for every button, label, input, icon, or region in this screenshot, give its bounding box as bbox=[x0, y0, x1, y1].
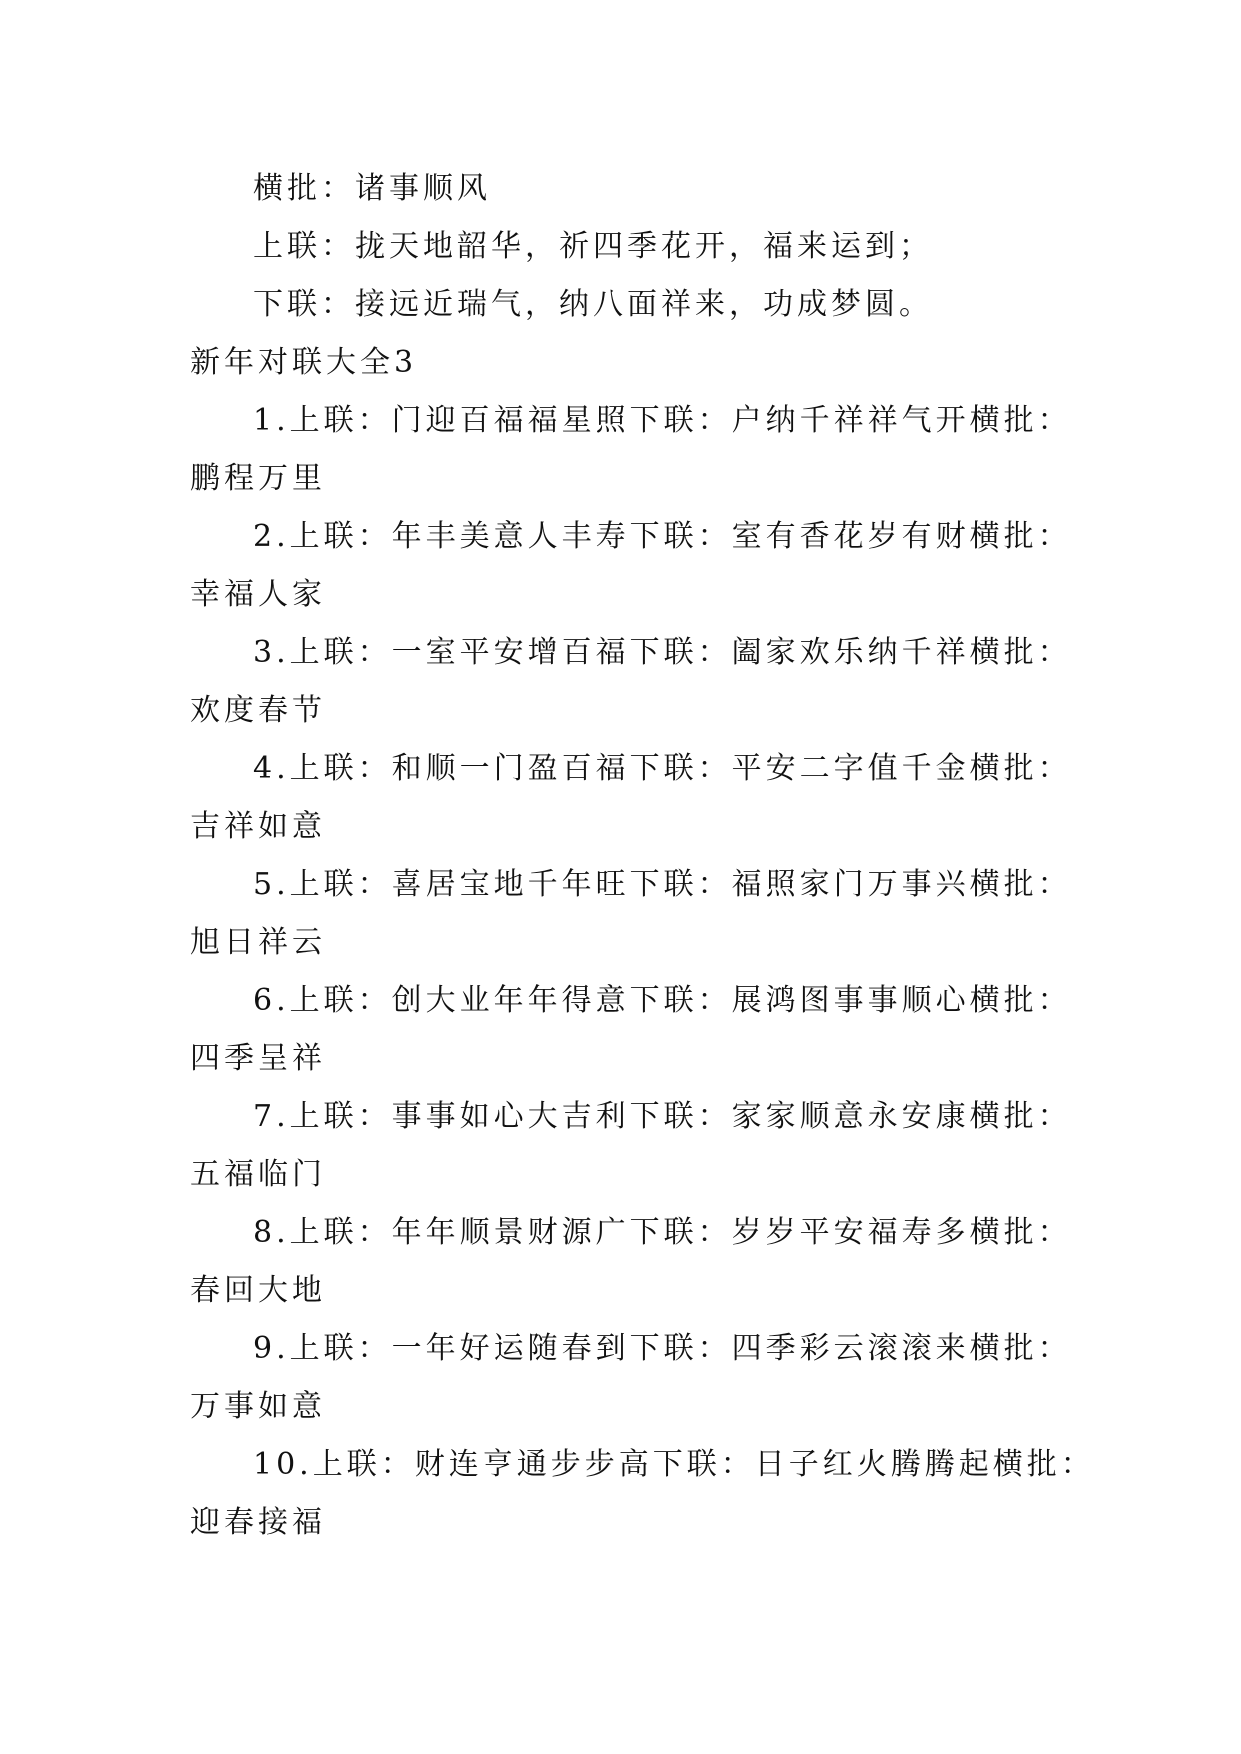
couplet-entry-5 bbox=[190, 856, 1070, 972]
couplet-entry-text: 5.上联：喜居宝地千年旺下联：福照家门万事兴横批： bbox=[253, 867, 1072, 902]
couplet-entry-8 bbox=[190, 1204, 1070, 1320]
couplet-entry-text: 1.上联：门迎百福福星照下联：户纳千祥祥气开横批： bbox=[253, 403, 1072, 438]
couplet-entry-hengpi: 旭日祥云 bbox=[190, 925, 326, 960]
couplet-entry-4 bbox=[190, 740, 1070, 856]
couplet-entry-text: 6.上联：创大业年年得意下联：展鸿图事事顺心横批： bbox=[253, 983, 1072, 1018]
couplet-entry-hengpi: 春回大地 bbox=[190, 1273, 326, 1308]
couplet-entry-hengpi: 迎春接福 bbox=[190, 1505, 326, 1540]
couplet-entry-9 bbox=[190, 1320, 1070, 1436]
couplet-entry-text: 2.上联：年丰美意人丰寿下联：室有香花岁有财横批： bbox=[253, 519, 1072, 554]
intro-line-xialian: 下联：接远近瑞气，纳八面祥来，功成梦圆。 bbox=[253, 287, 933, 322]
couplet-entry-hengpi: 幸福人家 bbox=[190, 577, 326, 612]
couplet-entry-text: 9.上联：一年好运随春到下联：四季彩云滚滚来横批： bbox=[253, 1331, 1072, 1366]
document-body bbox=[190, 160, 1095, 1552]
couplet-entry-hengpi: 四季呈祥 bbox=[190, 1041, 326, 1076]
couplet-entry-text: 7.上联：事事如心大吉利下联：家家顺意永安康横批： bbox=[253, 1099, 1072, 1134]
couplet-entry-hengpi: 欢度春节 bbox=[190, 693, 326, 728]
intro-line-shanglian: 上联：拢天地韶华，祈四季花开，福来运到； bbox=[253, 229, 933, 264]
couplet-entry-10 bbox=[190, 1436, 1095, 1552]
couplet-entry-7 bbox=[190, 1088, 1070, 1204]
intro-line-hengpi: 横批：诸事顺风 bbox=[253, 171, 491, 206]
couplet-entry-text: 8.上联：年年顺景财源广下联：岁岁平安福寿多横批： bbox=[253, 1215, 1072, 1250]
couplet-entry-hengpi: 万事如意 bbox=[190, 1389, 326, 1424]
couplet-entry-3 bbox=[190, 624, 1070, 740]
couplet-entry-text: 10.上联：财连亨通步步高下联：日子红火腾腾起横批： bbox=[253, 1447, 1095, 1482]
couplet-entry-hengpi: 五福临门 bbox=[190, 1157, 326, 1192]
section-title: 新年对联大全3 bbox=[190, 345, 418, 380]
couplet-entry-text: 3.上联：一室平安增百福下联：阖家欢乐纳千祥横批： bbox=[253, 635, 1072, 670]
couplet-entry-hengpi: 吉祥如意 bbox=[190, 809, 326, 844]
couplet-entry-2 bbox=[190, 508, 1070, 624]
couplet-entry-hengpi: 鹏程万里 bbox=[190, 461, 326, 496]
couplet-entry-1 bbox=[190, 392, 1070, 508]
couplet-entry-6 bbox=[190, 972, 1070, 1088]
couplet-entry-text: 4.上联：和顺一门盈百福下联：平安二字值千金横批： bbox=[253, 751, 1072, 786]
